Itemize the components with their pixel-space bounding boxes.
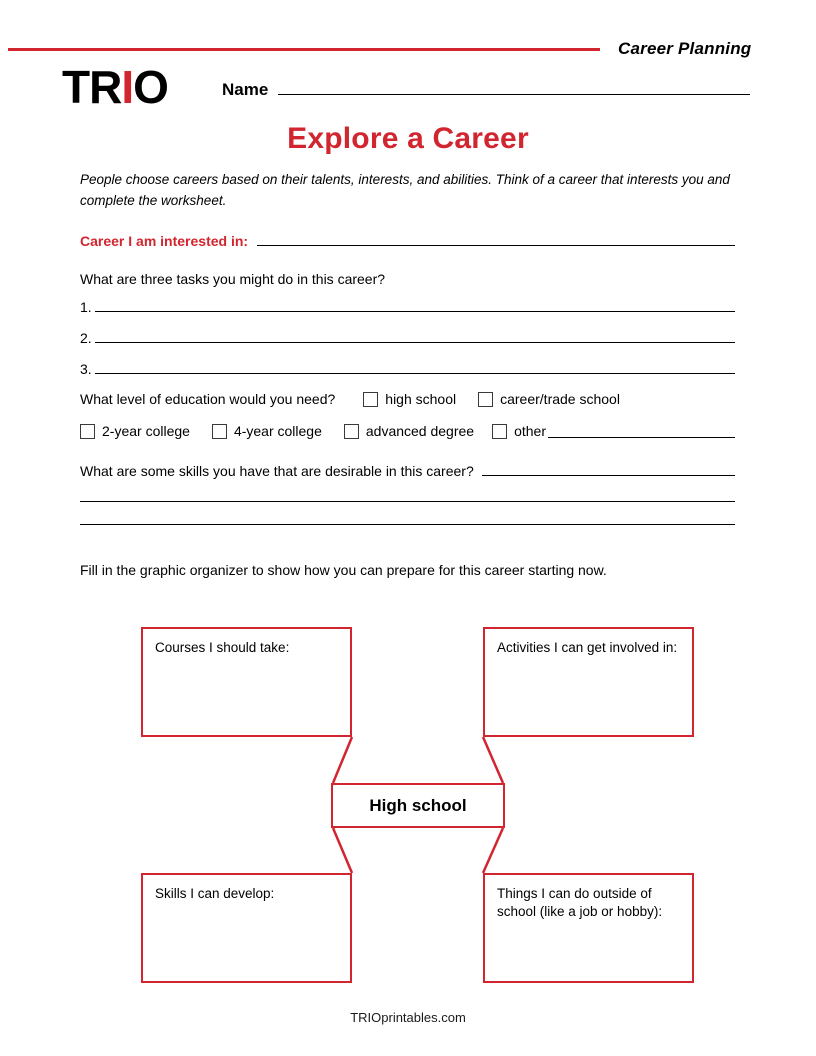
- name-input-line[interactable]: [278, 78, 750, 95]
- organizer-box-label: Skills I can develop:: [155, 886, 275, 901]
- checkbox-label: 2-year college: [102, 423, 190, 440]
- graphic-organizer: [0, 620, 816, 1000]
- task-row: [80, 359, 735, 377]
- organizer-box-courses[interactable]: [141, 627, 352, 737]
- checkbox-option-advanced-degree[interactable]: [344, 423, 474, 439]
- task-row: [80, 297, 735, 315]
- skills-input-line-2[interactable]: [80, 500, 735, 502]
- organizer-center-label: High school: [369, 795, 467, 815]
- task-number: 1.: [80, 299, 92, 316]
- career-interest-label: Career I am interested in:: [80, 233, 249, 250]
- checkbox-icon[interactable]: [363, 392, 378, 407]
- task-input-line-3[interactable]: [95, 359, 735, 374]
- logo-text-tr: TR: [62, 61, 122, 113]
- header-category-label: Career Planning: [618, 39, 752, 58]
- trio-logo: [62, 61, 168, 113]
- checkbox-label: advanced degree: [365, 423, 475, 440]
- organizer-box-outside-school[interactable]: [483, 873, 694, 983]
- header-bar: [0, 36, 816, 62]
- checkbox-option-other[interactable]: [492, 423, 546, 439]
- skills-question-row: [80, 461, 735, 479]
- intro-paragraph: People choose careers based on their talents, interests, and abilities. Think of a career that interests you and complete the worksheet.: [80, 172, 730, 208]
- checkbox-label: other: [514, 423, 546, 440]
- education-options-row-2: [80, 423, 735, 439]
- checkbox-icon[interactable]: [212, 424, 227, 439]
- logo-text-o: O: [133, 61, 168, 113]
- checkbox-icon[interactable]: [80, 424, 95, 439]
- footer-website: TRIOprintables.com: [350, 1010, 466, 1025]
- other-input-line[interactable]: [548, 424, 735, 438]
- checkbox-icon[interactable]: [478, 392, 493, 407]
- checkbox-option-career-trade-school[interactable]: [478, 391, 620, 407]
- education-question-label: What level of education would you need?: [80, 391, 336, 408]
- organizer-center-node: [331, 783, 505, 828]
- skills-input-line-1[interactable]: [482, 461, 735, 476]
- organizer-box-label: Activities I can get involved in:: [497, 640, 678, 655]
- skills-question-label: What are some skills you have that are desirable in this career?: [80, 463, 474, 480]
- career-interest-row: [80, 231, 735, 249]
- page-title: Explore a Career: [287, 122, 529, 155]
- skills-input-line-3[interactable]: [80, 523, 735, 525]
- organizer-box-activities[interactable]: [483, 627, 694, 737]
- checkbox-icon[interactable]: [344, 424, 359, 439]
- checkbox-option-4-year-college[interactable]: [212, 423, 322, 439]
- task-number: 2.: [80, 330, 92, 347]
- checkbox-option-2-year-college[interactable]: [80, 423, 190, 439]
- logo-text-i: I: [121, 61, 134, 113]
- tasks-list: [80, 297, 735, 377]
- organizer-box-skills[interactable]: [141, 873, 352, 983]
- task-input-line-2[interactable]: [95, 328, 735, 343]
- organizer-box-label: Things I can do outside of school (like a job or hobby):: [497, 886, 663, 920]
- education-question-row: [80, 391, 735, 407]
- organizer-box-label: Courses I should take:: [155, 640, 290, 655]
- task-input-line-1[interactable]: [95, 297, 735, 312]
- header-red-rule: [8, 48, 600, 51]
- name-label: Name: [222, 80, 269, 99]
- checkbox-option-high-school[interactable]: [363, 391, 456, 407]
- organizer-instruction: Fill in the graphic organizer to show how you can prepare for this career starting now.: [80, 562, 607, 579]
- career-interest-input-line[interactable]: [257, 231, 735, 246]
- task-row: [80, 328, 735, 346]
- name-field-row: [222, 78, 750, 100]
- checkbox-label: career/trade school: [500, 391, 620, 408]
- checkbox-label: high school: [385, 391, 457, 408]
- checkbox-icon[interactable]: [492, 424, 507, 439]
- checkbox-label: 4-year college: [233, 423, 322, 440]
- worksheet-content: [80, 170, 735, 578]
- tasks-question: What are three tasks you might do in this career?: [80, 271, 386, 288]
- task-number: 3.: [80, 361, 92, 378]
